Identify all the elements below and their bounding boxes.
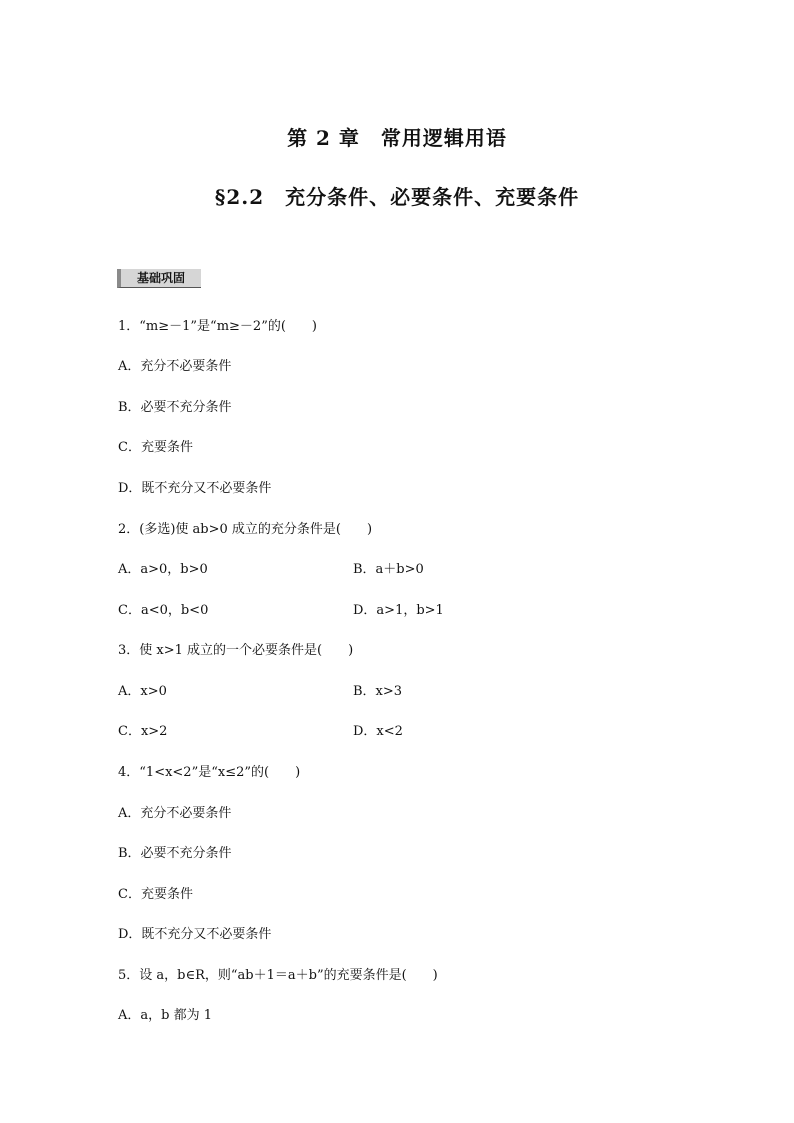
section-title: §2.2 充分条件、必要条件、充要条件 — [214, 185, 580, 209]
question-1-option-d: D．既不充分又不必要条件 — [118, 481, 272, 496]
question-4-option-c: C．充要条件 — [118, 887, 193, 902]
question-1-option-a: A．充分不必要条件 — [118, 359, 232, 374]
question-5-option-a: A．a，b 都为 1 — [118, 1008, 212, 1023]
question-4-option-a: A．充分不必要条件 — [118, 806, 232, 821]
question-4-option-d: D．既不充分又不必要条件 — [118, 927, 272, 942]
question-4-stem: 4．“1<x<2”是“x≤2”的( ) — [118, 765, 301, 780]
section-label-basic: 基础巩固 — [117, 269, 201, 288]
question-3-option-c: C．x>2 — [118, 724, 168, 739]
question-2-option-b: B．a＋b>0 — [353, 562, 424, 577]
question-1-stem: 1．“m≥－1”是“m≥－2”的( ) — [118, 319, 317, 334]
question-5-stem: 5．设 a，b∈R，则“ab＋1＝a＋b”的充要条件是( ) — [118, 968, 438, 983]
question-4-option-b: B．必要不充分条件 — [118, 846, 232, 861]
question-1-option-b: B．必要不充分条件 — [118, 400, 232, 415]
chapter-title: 第 2 章 常用逻辑用语 — [287, 126, 507, 150]
question-2-option-c: C．a<0，b<0 — [118, 603, 209, 618]
question-2-option-d: D．a>1，b>1 — [353, 603, 444, 618]
question-1-option-c: C．充要条件 — [118, 440, 193, 455]
question-2-stem: 2．(多选)使 ab>0 成立的充分条件是( ) — [118, 522, 373, 537]
question-3-option-d: D．x<2 — [353, 724, 403, 739]
question-3-option-b: B．x>3 — [353, 684, 403, 699]
question-3-stem: 3．使 x>1 成立的一个必要条件是( ) — [118, 643, 354, 658]
question-2-option-a: A．a>0，b>0 — [118, 562, 208, 577]
question-3-option-a: A．x>0 — [118, 684, 167, 699]
